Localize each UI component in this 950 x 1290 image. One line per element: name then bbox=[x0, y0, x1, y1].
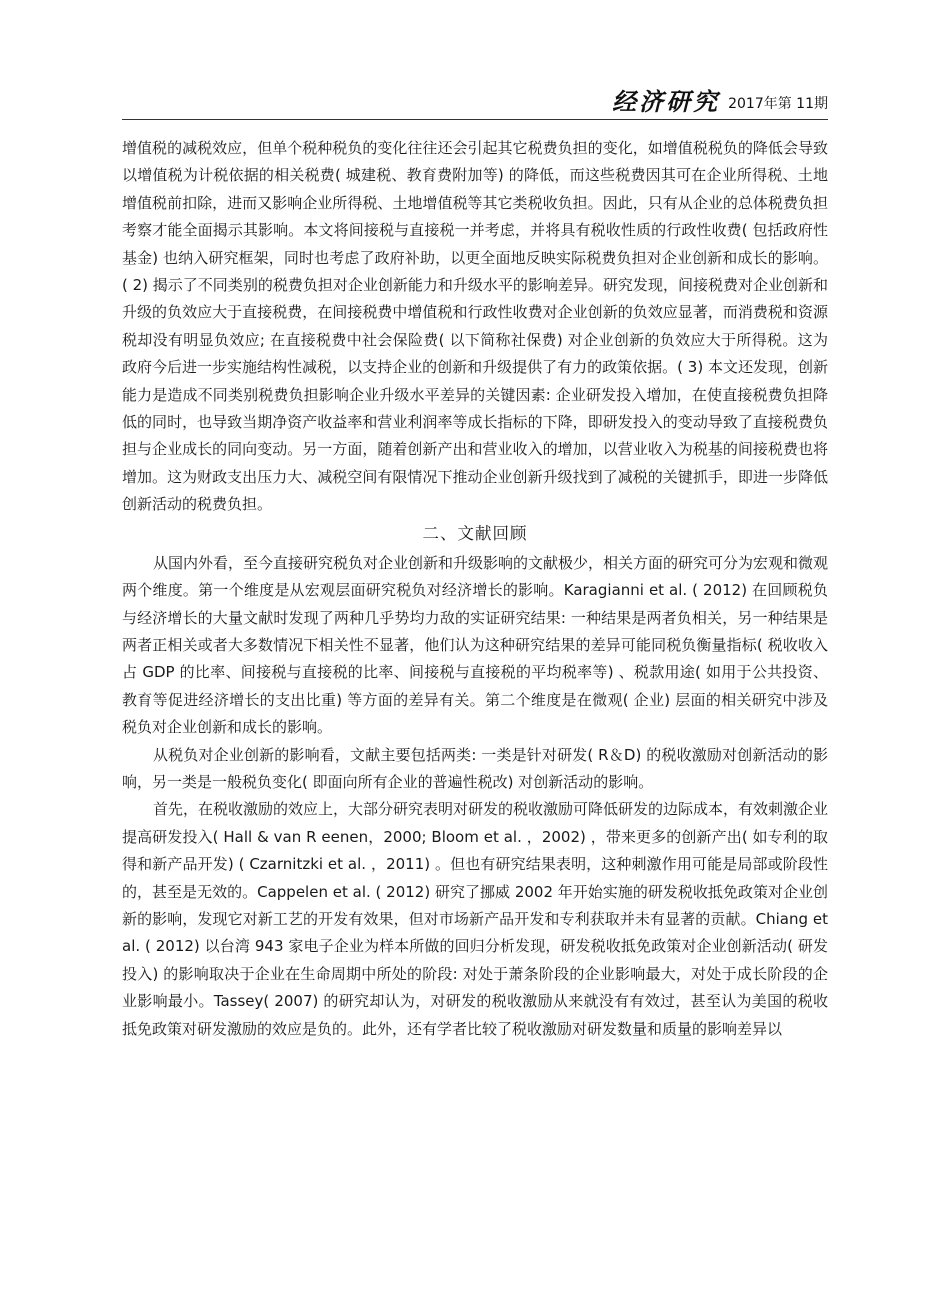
article-body bbox=[122, 135, 828, 1043]
journal-name: 经济研究 bbox=[612, 87, 721, 116]
paragraph-contributions: 增值税的减税效应，但单个税种税负的变化往往还会引起其它税费负担的变化，如增值税税负的降低会导致以增值税为计税依据的相关税费( 城建税、教育费附加等) 的降低，而这些税费因其可在企业所得税、土地增值税前扣除，进而又影响企业所得税、土地增值税等其它类税收负担。因此，只有从企业的总体税费负担考察才能全面揭示其影响。本文将间接税与直接税一并考虑，并将具有税收性质的行政性收费( 包括政府性基金) 也纳入研究框架，同时也考虑了政府补助，以更全面地反映实际税费负担对企业创新和成长的影响。( 2) 揭示了不同类别的税费负担对企业创新能力和升级水平的影响差异。研究发现，间接税费对企业创新和升级的负效应大于直接税费，在间接税费中增值税和行政性收费对企业创新的负效应显著，而消费税和资源税却没有明显负效应; 在直接税费中社会保险费( 以下简称社保费) 对企业创新的负效应大于所得税。这为政府今后进一步实施结构性减税，以支持企业的创新和升级提供了有力的政策依据。( 3) 本文还发现，创新能力是造成不同类别税费负担影响企业升级水平差异的关键因素: 企业研发投入增加，在使直接税费负担降低的同时，也导致当期净资产收益率和营业利润率等成长指标的下降，即研发投入的变动导致了直接税费负担与企业成长的同向变动。另一方面，随着创新产出和营业收入的增加，以营业收入为税基的间接税费也将增加。这为财政支出压力大、减税空间有限情况下推动企业创新升级找到了减税的关键抓手，即进一步降低创新活动的税费负担。 bbox=[122, 139, 828, 514]
paragraph-innovation-effect: 从税负对企业创新的影响看，文献主要包括两类: 一类是针对研发( R＆D) 的税收激励对创新活动的影响，另一类是一般税负变化( 即面向所有企业的普遍性税改) 对创新活动的影响。 bbox=[122, 745, 828, 791]
header-divider bbox=[122, 119, 828, 120]
issue-number: 2017年第 11期 bbox=[728, 96, 828, 112]
paragraph-tax-incentive: 首先，在税收激励的效应上，大部分研究表明对研发的税收激励可降低研发的边际成本，有效刺激企业提高研发投入( Hall & van R eenen，2000; Bloom et al. ，2002) ，带来更多的创新产出( 如专利的取得和新产品开发) ( Czarnitzki et al. ，2011) 。但也有研究结果表明，这种刺激作用可能是局部或阶段性的，甚至是无效的。Cappelen et al. ( 2012) 研究了挪威 2002 年开始实施的研发税收抵免政策对企业创新的影响，发现它对新工艺的开发有效果，但对市场新产品开发和专利获取并未有显著的贡献。Chiang et al. ( 2012) 以台湾 943 家电子企业为样本所做的回归分析发现，研发税收抵免政策对企业创新活动( 研发投入) 的影响取决于企业在生命周期中所处的阶段: 对处于萧条阶段的企业影响最大，对处于成长阶段的企业影响最小。Tassey( 2007) 的研究却认为，对研发的税收激励从来就没有有效过，甚至认为美国的税收抵免政策对研发激励的效应是负的。此外，还有学者比较了税收激励对研发数量和质量的影响差异以 bbox=[122, 800, 829, 1038]
section-heading: 二、文献回顾 bbox=[422, 523, 528, 543]
paragraph-literature-overview: 从国内外看，至今直接研究税负对企业创新和升级影响的文献极少，相关方面的研究可分为宏观和微观两个维度。第一个维度是从宏观层面研究税负对经济增长的影响。Karagianni et al. ( 2012) 在回顾税负与经济增长的大量文献时发现了两种几乎势均力敌的实证研究结果: 一种结果是两者负相关，另一种结果是两者正相关或者大多数情况下相关性不显著，他们认为这种研究结果的差异可能同税负衡量指标( 税收收入占 GDP 的比率、间接税与直接税的比率、间接税与直接税的平均税率等) 、税款用途( 如用于公共投资、教育等促进经济增长的支出比重) 等方面的差异有关。第二个维度是在微观( 企业) 层面的相关研究中涉及税负对企业创新和成长的影响。 bbox=[122, 553, 829, 737]
running-header bbox=[122, 84, 828, 116]
